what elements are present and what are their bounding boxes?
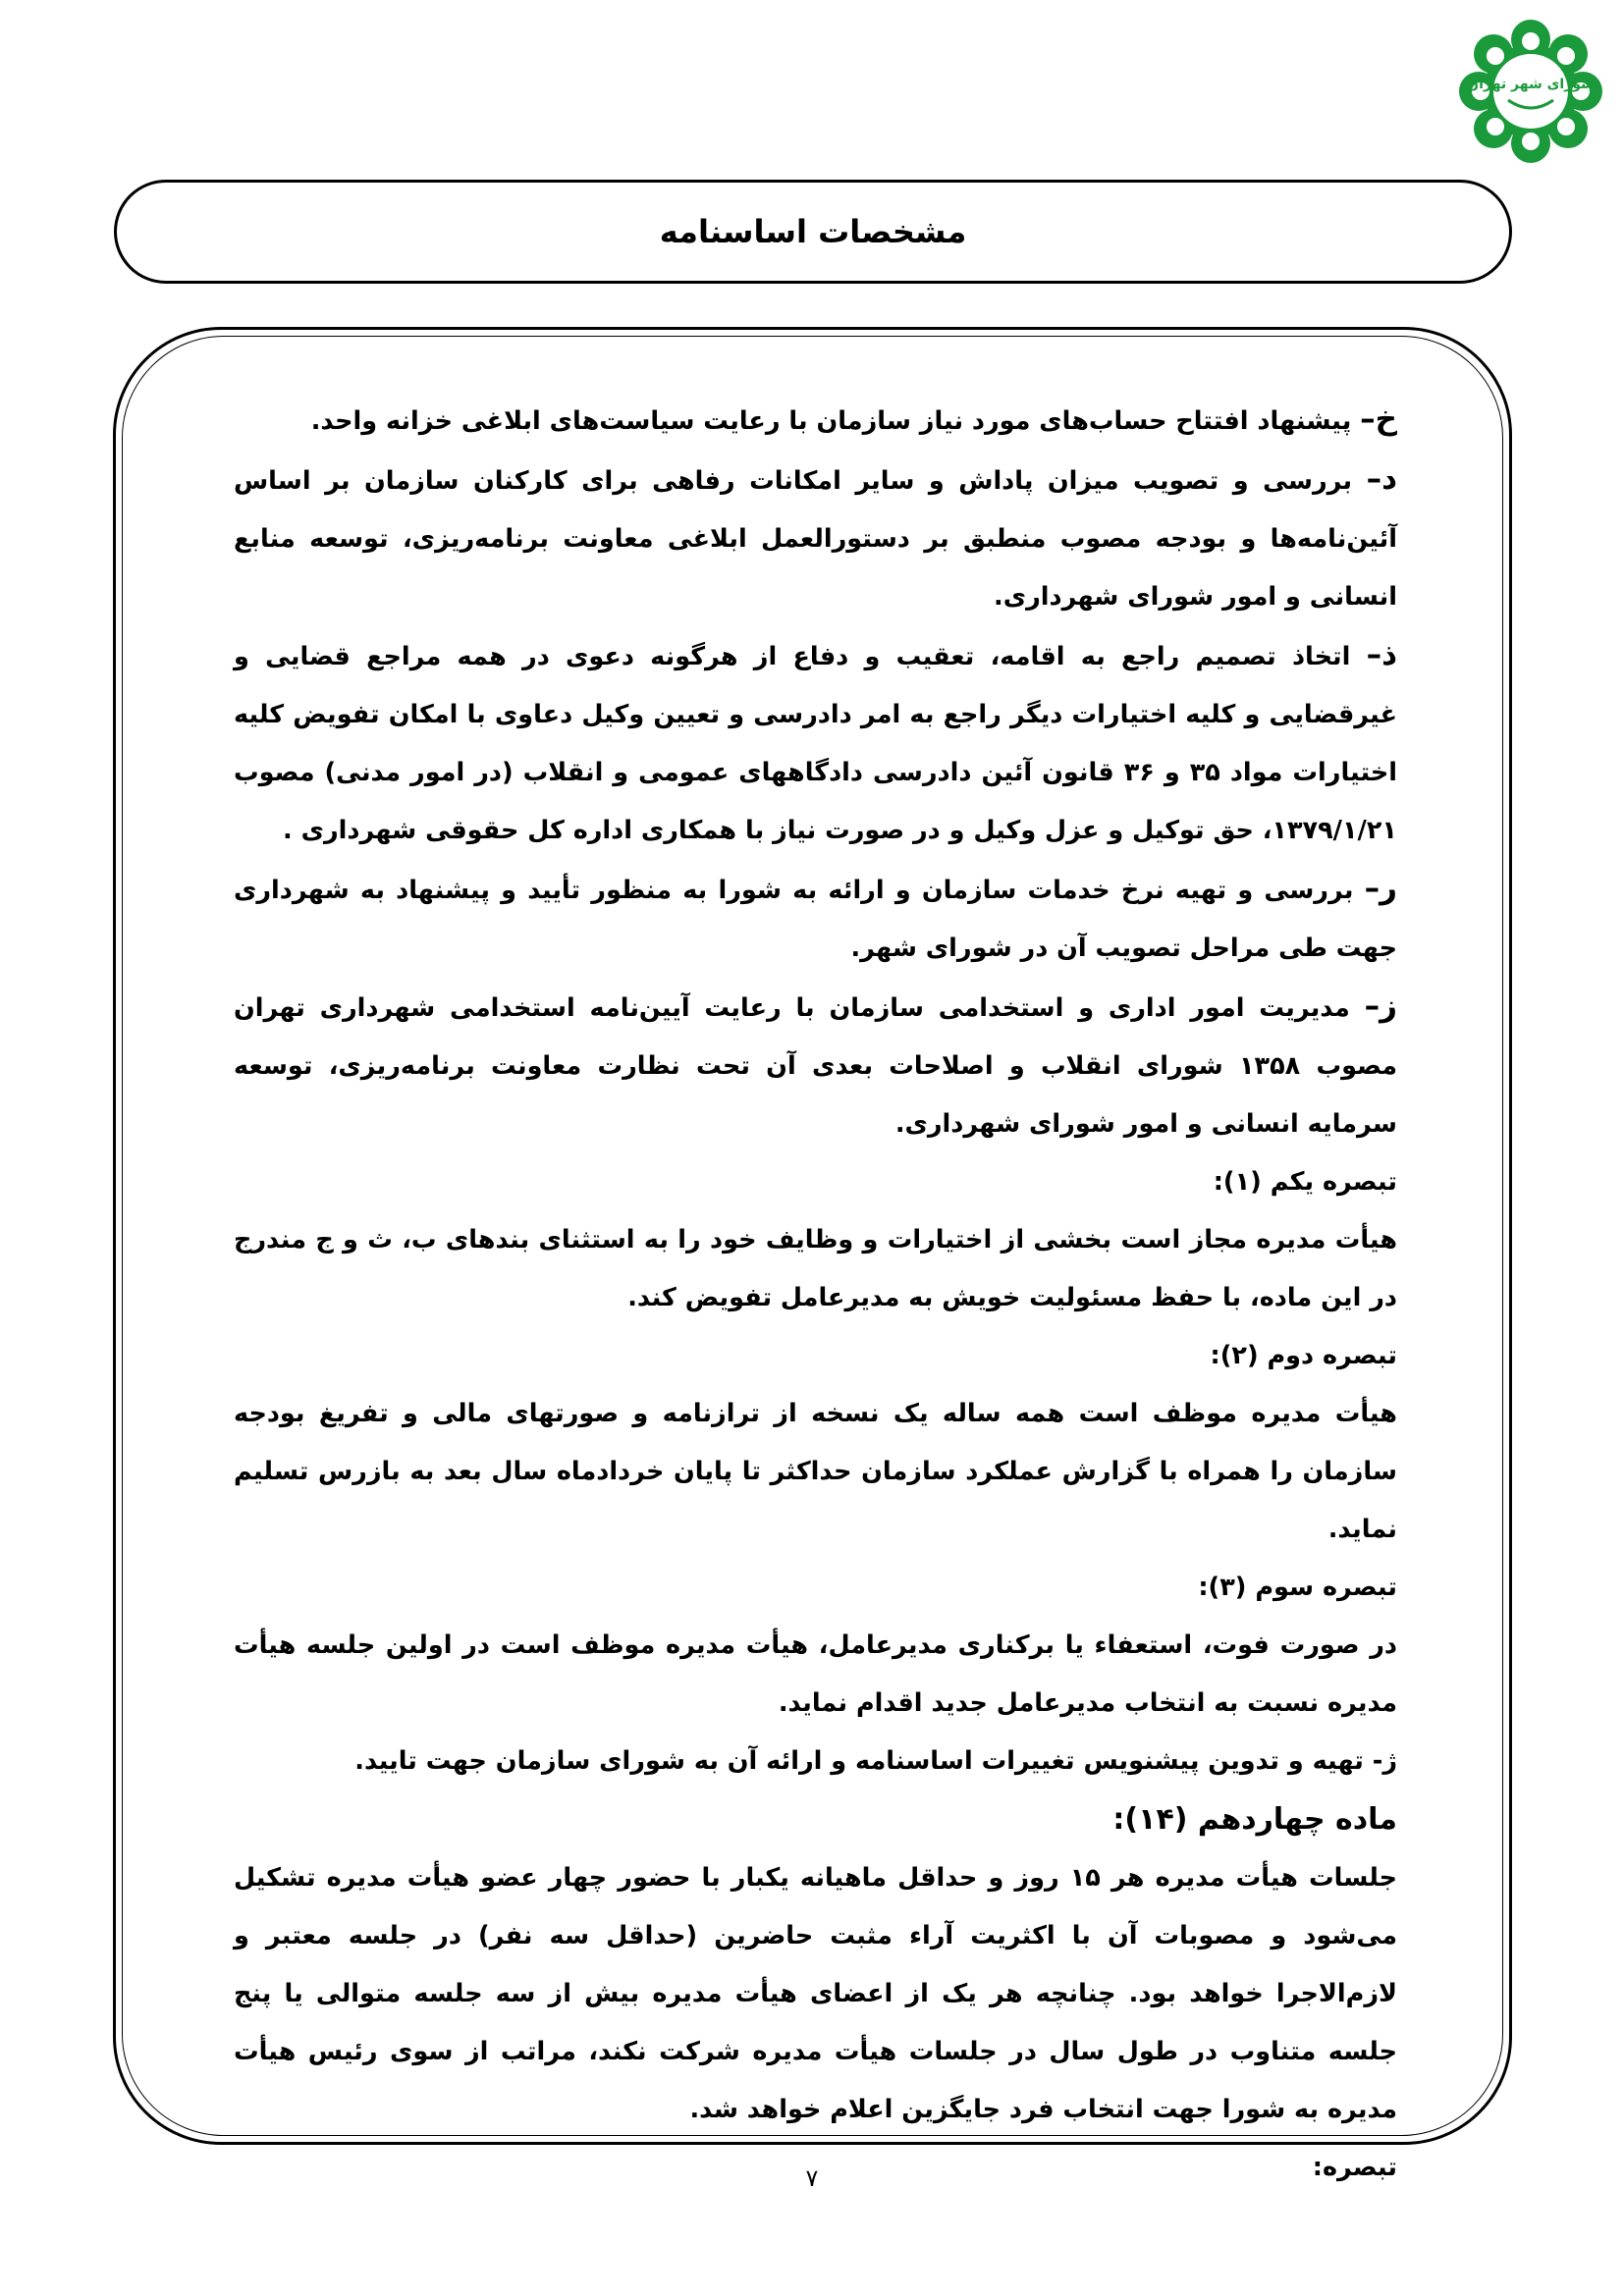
page-title: مشخصات اساسنامه — [659, 213, 967, 250]
note-2-title: تبصره دوم (۲): — [1210, 1341, 1397, 1370]
clause-text: بررسی و تصویب میزان پاداش و سایر امکانات رفاهی برای کارکنان سازمان بر اساس آئین‌نامه‌ها و بودجه مصوب منطبق بر دستورالعمل ابلاغی معاونت برنامه‌ریزی، توسعه منابع انسانی و امور شورای شهرداری. — [234, 466, 1397, 612]
note-2-text: هیأت مدیره موظف است همه ساله یک نسخه از ترازنامه و صورتهای مالی و تفریغ بودجه سازمان را همراه با گزارش عملکرد سازمان حداکثر تا پایان خردادماه سال بعد به بازرس تسلیم نماید. — [234, 1399, 1397, 1544]
clause-text: بررسی و تهیه نرخ خدمات سازمان و ارائه به شورا به منظور تأیید و پیشنهاد به شهرداری جهت طی مراحل تصویب آن در شورای شهر. — [234, 876, 1397, 963]
logo-text: شورای شهر تهران — [1467, 77, 1595, 92]
note-1-title: تبصره یکم (۱): — [1213, 1167, 1397, 1197]
clause-ze — [234, 978, 1397, 1153]
note-3-text: در صورت فوت، استعفاء یا برکناری مدیرعامل، هیأت مدیره موظف است در اولین جلسه هیأت مدیره نسبت به انتخاب مدیرعامل جدید اقدام نماید. — [234, 1630, 1397, 1718]
clause-text: پیشنهاد افتتاح حساب‌های مورد نیاز سازمان با رعایت سیاست‌های ابلاغی خزانه واحد. — [310, 406, 1361, 436]
article-14-note-label: تبصره: — [1312, 2153, 1397, 2182]
clause-zhe: ژ- تهیه و تدوین پیشنویس تغییرات اساسنامه و ارائه آن به شورای سازمان جهت تایید. — [354, 1746, 1397, 1776]
clause-letter: ر– — [1364, 871, 1397, 906]
clause-dal — [234, 451, 1397, 626]
tehran-city-council-logo — [1457, 18, 1604, 165]
clause-text: اتخاذ تصمیم راجع به اقامه، تعقیب و دفاع از هرگونه دعوی در همه مراجع قضایی و غیرقضایی و کلیه اختیارات دیگر راجع به امر دادرسی و تعیین وکیل دعاوی با امکان تفویض کلیه اختیارات مواد ۳۵ و ۳۶ قانون آئین دادرسی دادگاههای عمومی و انقلاب (در امور مدنی) مصوب ۱۳۷۹/۱/۲۱، حق توکیل و عزل وکیل و در صورت نیاز با همکاری اداره کل حقوقی شهرداری . — [234, 642, 1397, 845]
clause-letter: ذ– — [1366, 637, 1397, 672]
note-1-text: هیأت مدیره مجاز است بخشی از اختیارات و وظایف خود را به استثنای بندهای ب، ث و ج مندرج در این ماده، با حفظ مسئولیت خویش به مدیرعامل تفویض کند. — [234, 1225, 1397, 1312]
article-14-title: ماده چهاردهم (۱۴): — [1112, 1802, 1397, 1837]
clause-kh — [234, 391, 1397, 451]
clause-zal — [234, 626, 1397, 860]
page-number: ۷ — [805, 2164, 819, 2192]
article-14-text: جلسات هیأت مدیره هر ۱۵ روز و حداقل ماهیانه یکبار با حضور چهار عضو هیأت مدیره تشکیل می‌شود و مصوبات آن با اکثریت آراء مثبت حاضرین (حداقل سه نفر) در جلسه معتبر و لازم‌الاجرا خواهد بود. چنانچه هر یک از اعضای هیأت مدیره بیش از سه جلسه متوالی یا پنج جلسه متناوب در طول سال در جلسات هیأت مدیره شرکت نکند، مراتب از سوی رئیس هیأت مدیره به شورا جهت انتخاب فرد جایگزین اعلام خواهد شد. — [234, 1863, 1397, 2124]
clause-letter: د– — [1366, 461, 1397, 497]
clause-re — [234, 860, 1397, 978]
clause-text: مدیریت امور اداری و استخدامی سازمان با رعایت آیین‌نامه استخدامی شهرداری تهران مصوب ۱۳۵۸ شورای انقلاب و اصلاحات بعدی آن تحت نظارت معاونت برنامه‌ریزی، توسعه سرمایه انسانی و امور شورای شهرداری. — [234, 993, 1397, 1139]
title-banner — [114, 180, 1512, 284]
document-body — [234, 391, 1397, 2197]
clause-letter: ز– — [1364, 988, 1397, 1024]
note-3-title: تبصره سوم (۳): — [1198, 1573, 1397, 1602]
clause-letter: خ– — [1360, 401, 1397, 437]
